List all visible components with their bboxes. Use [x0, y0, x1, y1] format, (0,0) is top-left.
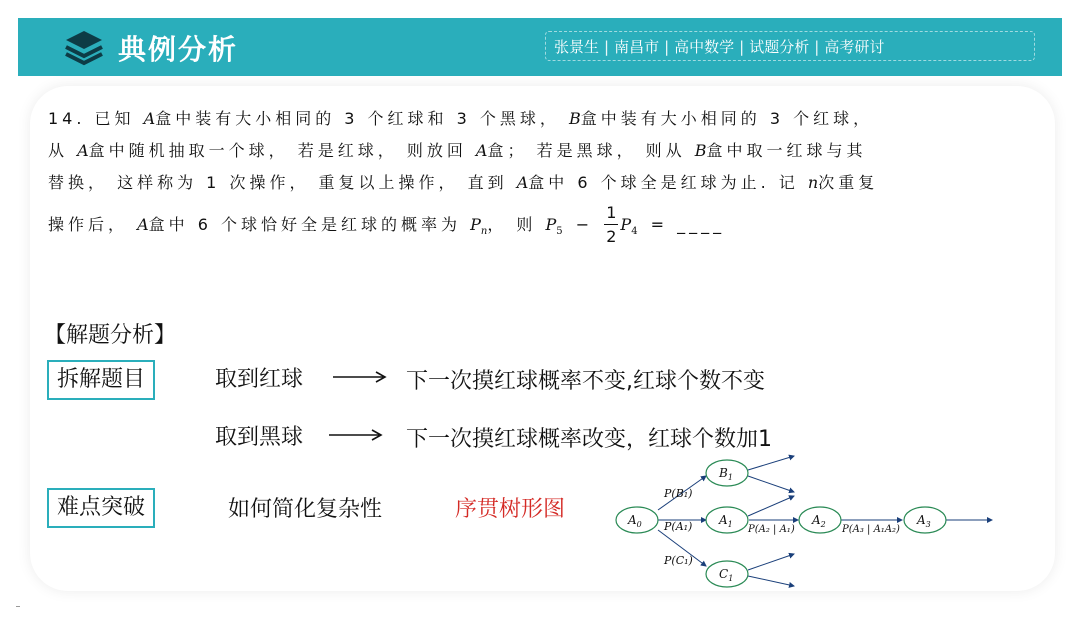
node-c1-label: C: [719, 567, 729, 581]
answer-blank: = ____: [641, 215, 726, 234]
svg-text:A2: $A_2$: [812, 513, 826, 529]
divider-mark: [16, 606, 20, 607]
black-ball-result: 下一次摸红球概率改变，红球个数加1: [406, 427, 772, 452]
stacked-layers-icon: [62, 28, 106, 68]
node-a0-label: A: [628, 513, 637, 527]
breadcrumb-subject: 高中数学: [674, 38, 735, 56]
red-ball-result: 下一次摸红球概率不变,红球个数不变: [406, 369, 765, 394]
page-title: 典例分析: [118, 33, 239, 66]
red-ball-case: 取到红球: [215, 367, 304, 392]
node-a2-label: A: [812, 513, 821, 527]
node-a3-label: A: [917, 513, 926, 527]
question-line-4: 操作后， A盒中 6 个球恰好全是红球的概率为 $P_n$， 则 $P_5$ − $\frac{1}{2}$ $P_4$ = ____: [48, 202, 1008, 249]
edge-label-p-a1: P(A₁): [664, 520, 693, 533]
svg-text:A1: $A_1$: [719, 513, 733, 529]
breadcrumb-category: 试题分析: [749, 38, 810, 56]
edge-label-p-b1: P(B₁): [664, 487, 693, 500]
analysis-heading: 【解题分析】: [44, 323, 177, 348]
svg-text:A3: $A_3$: [917, 513, 931, 529]
fraction-one-half: $\frac{1}{2}$: [606, 203, 617, 246]
breadcrumb-city: 南昌市: [614, 38, 660, 56]
node-a1-label: A: [719, 513, 728, 527]
node-b1-label: B: [719, 466, 728, 480]
svg-text:A0: $A_0$: [628, 513, 642, 529]
question-line-1: 14. 已知 A盒中装有大小相同的 3 个红球和 3 个黑球， B盒中装有大小相同的 3 个红球，: [48, 109, 874, 128]
question-line-3: 替换， 这样称为 1 次操作， 重复以上操作， 直到 A盒中 6 个球全是红球为止. 记 n次重复: [48, 173, 879, 192]
svg-text:B1: $B_1$: [719, 466, 733, 482]
black-ball-case: 取到黑球: [215, 425, 304, 450]
sequential-tree-diagram: [612, 452, 1002, 592]
breadcrumb-author: 张景生: [554, 38, 600, 56]
difficulty-label-box: 难点突破: [47, 488, 155, 528]
tree-diagram-highlight: 序贯树形图: [455, 497, 566, 522]
breadcrumb: 张景生 | 南昌市 | 高中数学 | 试题分析 | 高考研讨: [545, 31, 1035, 61]
edge-label-p-a3: P(A₃ | A₁A₂): [842, 524, 900, 535]
edge-label-p-c1: P(C₁): [664, 554, 693, 567]
right-arrow-icon: [328, 428, 384, 442]
question-line-2: 从 A盒中随机抽取一个球， 若是红球， 则放回 A盒； 若是黑球， 则从 B盒中取一红球与其: [48, 141, 867, 160]
edge-label-p-a2: P(A₂ | A₁): [748, 524, 795, 535]
header-bar: [18, 18, 1062, 76]
simplify-text: 如何简化复杂性: [228, 497, 383, 522]
breadcrumb-topic: 高考研讨: [824, 38, 885, 56]
breakdown-label-box: 拆解题目: [47, 360, 155, 400]
svg-text:C1: $C_1$: [719, 567, 734, 583]
right-arrow-icon: [332, 370, 388, 384]
